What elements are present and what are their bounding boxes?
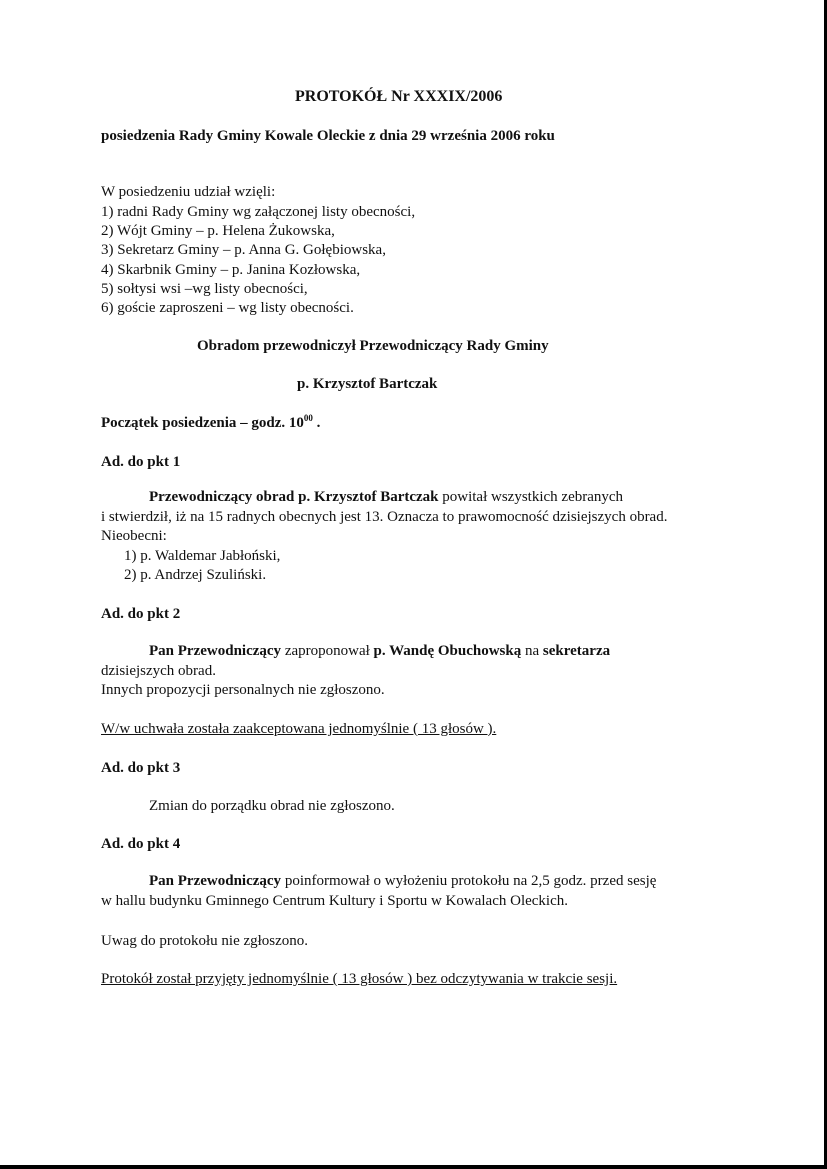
pkt2-mid1: zaproponował — [281, 643, 374, 659]
document-title: PROTOKÓŁ Nr XXXIX/2006 — [295, 88, 503, 105]
session-start-end: . — [312, 415, 321, 431]
pkt1-line1-rest: powitał wszystkich zebranych — [438, 489, 624, 505]
pkt4-line1 — [149, 872, 656, 890]
pkt1-heading: Ad. do pkt 1 — [101, 454, 181, 470]
pkt1-bold-lead: Przewodniczący obrad p. Krzysztof Bartczak — [149, 489, 439, 505]
pkt2-mid2: na — [521, 643, 543, 659]
pkt4-line2: w hallu budynku Gminnego Centrum Kultury i Sportu w Kowalach Oleckich. — [101, 893, 569, 909]
attendance-item: 6) goście zaproszeni – wg listy obecności. — [101, 300, 354, 316]
pkt2-bold-lead: Pan Przewodniczący — [149, 643, 282, 659]
pkt2-line2: dzisiejszych obrad. — [101, 663, 216, 679]
attendance-item: 3) Sekretarz Gminy – p. Anna G. Gołębiowska, — [101, 242, 386, 258]
pkt2-line1 — [149, 642, 610, 660]
pkt1-line1 — [149, 488, 623, 506]
attendance-item: 4) Skarbnik Gminy – p. Janina Kozłowska, — [101, 262, 361, 278]
document-subtitle: posiedzenia Rady Gminy Kowale Oleckie z dnia 29 września 2006 roku — [101, 128, 555, 144]
chair-line: Obradom przewodniczył Przewodniczący Rady Gminy — [197, 338, 549, 354]
pkt4-line1-rest: poinformował o wyłożeniu protokołu na 2,5 godz. przed sesję — [281, 873, 657, 889]
pkt2-bold-role: sekretarza — [542, 643, 611, 659]
scan-edge-bottom — [0, 1165, 827, 1169]
attendance-item: 5) sołtysi wsi –wg listy obecności, — [101, 281, 308, 297]
pkt1-absent-label: Nieobecni: — [101, 528, 167, 544]
attendance-item: 1) radni Rady Gminy wg załączonej listy obecności, — [101, 204, 416, 220]
pkt1-line2: i stwierdził, iż na 15 radnych obecnych jest 13. Oznacza to prawomocność dzisiejszych obrad. — [101, 509, 668, 525]
attendance-intro: W posiedzeniu udział wzięli: — [101, 184, 276, 200]
absent-item: 1) p. Waldemar Jabłoński, — [124, 548, 281, 564]
pkt4-heading: Ad. do pkt 4 — [101, 836, 181, 852]
pkt3-text: Zmian do porządku obrad nie zgłoszono. — [149, 798, 395, 814]
session-start — [101, 414, 320, 432]
pkt2-bold-name: p. Wandę Obuchowską — [373, 643, 522, 659]
attendance-item: 2) Wójt Gminy – p. Helena Żukowska, — [101, 223, 335, 239]
pkt2-line3: Innych propozycji personalnych nie zgłoszono. — [101, 682, 385, 698]
absent-item: 2) p. Andrzej Szuliński. — [124, 567, 267, 583]
pkt3-heading: Ad. do pkt 3 — [101, 760, 181, 776]
session-start-label: Początek posiedzenia – godz. 10 — [101, 415, 304, 431]
pkt2-heading: Ad. do pkt 2 — [101, 606, 181, 622]
pkt4-bold-lead: Pan Przewodniczący — [149, 873, 282, 889]
chair-name: p. Krzysztof Bartczak — [297, 376, 438, 392]
pkt4-adopted: Protokół został przyjęty jednomyślnie ( 13 głosów ) bez odczytywania w trakcie sesji. — [101, 971, 618, 987]
pkt4-remarks: Uwag do protokołu nie zgłoszono. — [101, 933, 309, 949]
session-start-minutes: 00 — [303, 413, 313, 423]
pkt2-resolution: W/w uchwała została zaakceptowana jednomyślnie ( 13 głosów ). — [101, 721, 497, 737]
